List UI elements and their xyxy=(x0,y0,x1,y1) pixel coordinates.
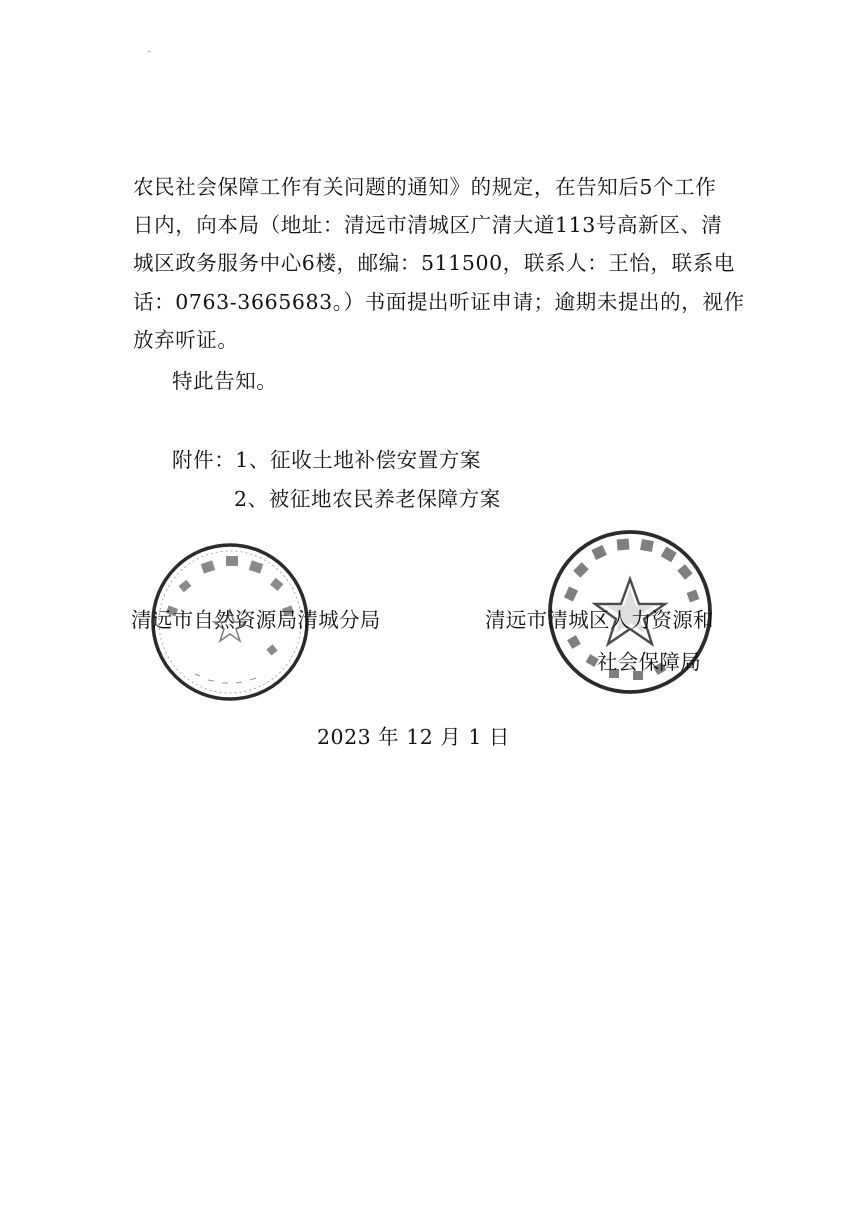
document-date: 2023 年 12 月 1 日 xyxy=(317,725,510,749)
scan-speck xyxy=(148,51,150,52)
body-line: 话：0763-3665683。）书面提出听证申请；逾期未提出的，视作 xyxy=(133,289,745,314)
attachment-item-1: 附件：1、征收土地补偿安置方案 xyxy=(172,448,482,472)
attachment-item-2: 2、被征地农民养老保障方案 xyxy=(234,487,501,511)
body-paragraph xyxy=(133,168,745,359)
body-line: 农民社会保障工作有关问题的通知》的规定，在告知后5个工作 xyxy=(133,175,717,199)
body-line: 日内，向本局（地址：清远市清城区广清大道113号高新区、清 xyxy=(133,213,723,238)
left-signature-org: 清远市自然资源局清城分局 xyxy=(131,608,381,632)
body-line: 放弃听证。 xyxy=(133,327,239,352)
right-signature-org-line2: 社会保障局 xyxy=(597,650,701,674)
right-signature-org-line1: 清远市清城区人力资源和 xyxy=(485,608,714,632)
body-line: 城区政务服务中心6楼，邮编：511500，联系人：王怡，联系电 xyxy=(133,251,735,276)
notice-text: 特此告知。 xyxy=(172,369,278,393)
